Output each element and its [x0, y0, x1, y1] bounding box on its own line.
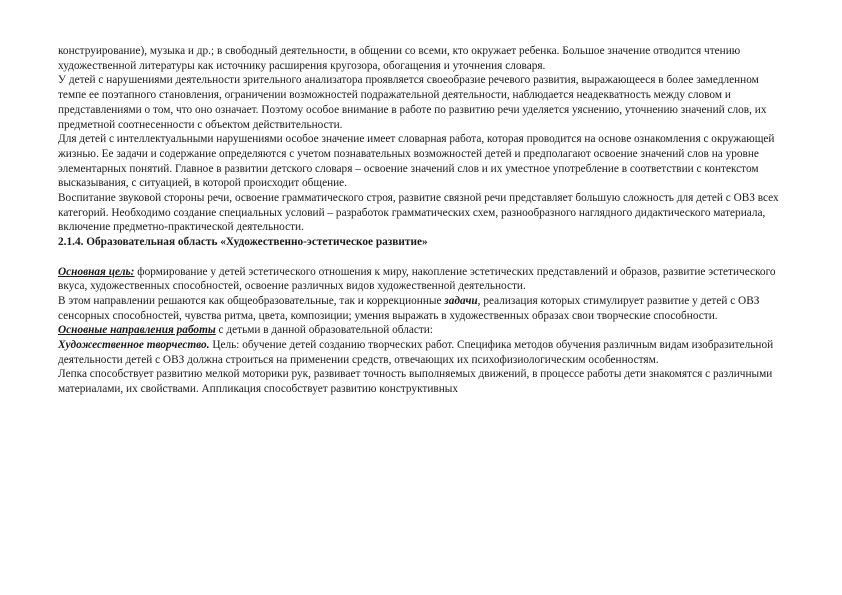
art-label: Художественное творчество. [58, 339, 210, 352]
document-page [58, 44, 780, 397]
art-text: Цель: обучение детей созданию творческих работ. Специфика методов обучения различным видам изобразительной деятельности детей с ОВЗ должна строиться на применении средств, отвечающих их психофизиологическим особенностям. [58, 339, 774, 366]
paragraph-tasks [58, 294, 780, 323]
paragraph-main-goal [58, 265, 780, 294]
paragraph-art-creativity [58, 338, 780, 367]
tasks-text-end: , реализация которых стимулирует развитие у детей с ОВЗ сенсорных способностей, чувства ритма, цвета, композиции; умения выражать в художественных образах свои творческие способности. [58, 294, 760, 322]
section-heading: 2.1.4. Образовательная область «Художественно-эстетическое развитие» [58, 236, 428, 249]
tasks-text-start: В этом направлении решаются как общеобразовательные, так и коррекционные [58, 294, 445, 307]
paragraph-directions [58, 323, 780, 338]
paragraph-intellectual-impairment: Для детей с интеллектуальными нарушениями особое значение имеет словарная работа, которая проводится на основе ознакомления с окружающей жизнью. Ее задачи и содержание определяются с учетом познавательных возможностей детей и предполагают освоение значений слов на уровне элементарных понятий. Главное в развитии детского словаря – освоение значений слов и их уместное употребление в соответствии с контекстом высказывания, с ситуацией, в которой происходит общение. [58, 133, 775, 190]
paragraph-grammar: Воспитание звуковой стороны речи, освоение грамматического строя, развитие связной речи представляет большую сложность для детей с ОВЗ всех категорий. Необходимо создание специальных условий – разработок грамматических схем, разнообразного наглядного дидактического материала, включение предметно-практической деятельности. [58, 192, 779, 234]
directions-text: с детьми в данной образовательной области: [215, 324, 433, 337]
blank-line [58, 250, 780, 265]
paragraph-visual-impairment: У детей с нарушениями деятельности зрительного анализатора проявляется своеобразие речевого развития, выражающееся в более замедленном темпе ее поэтапного становления, ограничении возможностей подражательной деятельности, наблюдается неадекватность между словом и представлениями о том, что оно означает. Поэтому особое внимание в работе по развитию речи уделяется уяснению, уточнению значений слов, их предметной соотнесенности с объектом действительности. [58, 74, 767, 131]
tasks-word: задачи [444, 294, 478, 307]
goal-text: формирование у детей эстетического отношения к миру, накопление эстетических представлений и образов, развитие эстетического вкуса, художественных способностей, освоение различных видов художественной деятельности. [58, 265, 776, 293]
goal-label: Основная цель: [58, 265, 135, 278]
directions-label: Основные направления работы [58, 324, 216, 337]
paragraph-speech-activities: конструирование), музыка и др.; в свободный деятельности, в общении со всеми, кто окружает ребенка. Большое значение отводится чтению художественной литературы как источнику расширения кругозора, обогащения и уточнения словаря. [58, 45, 741, 72]
paragraph-modeling: Лепка способствует развитию мелкой моторики рук, развивает точность выполняемых движений, в процессе работы дети знакомятся с различными материалами, их свойствами. Аппликация способствует развитию конструктивных [58, 368, 773, 396]
